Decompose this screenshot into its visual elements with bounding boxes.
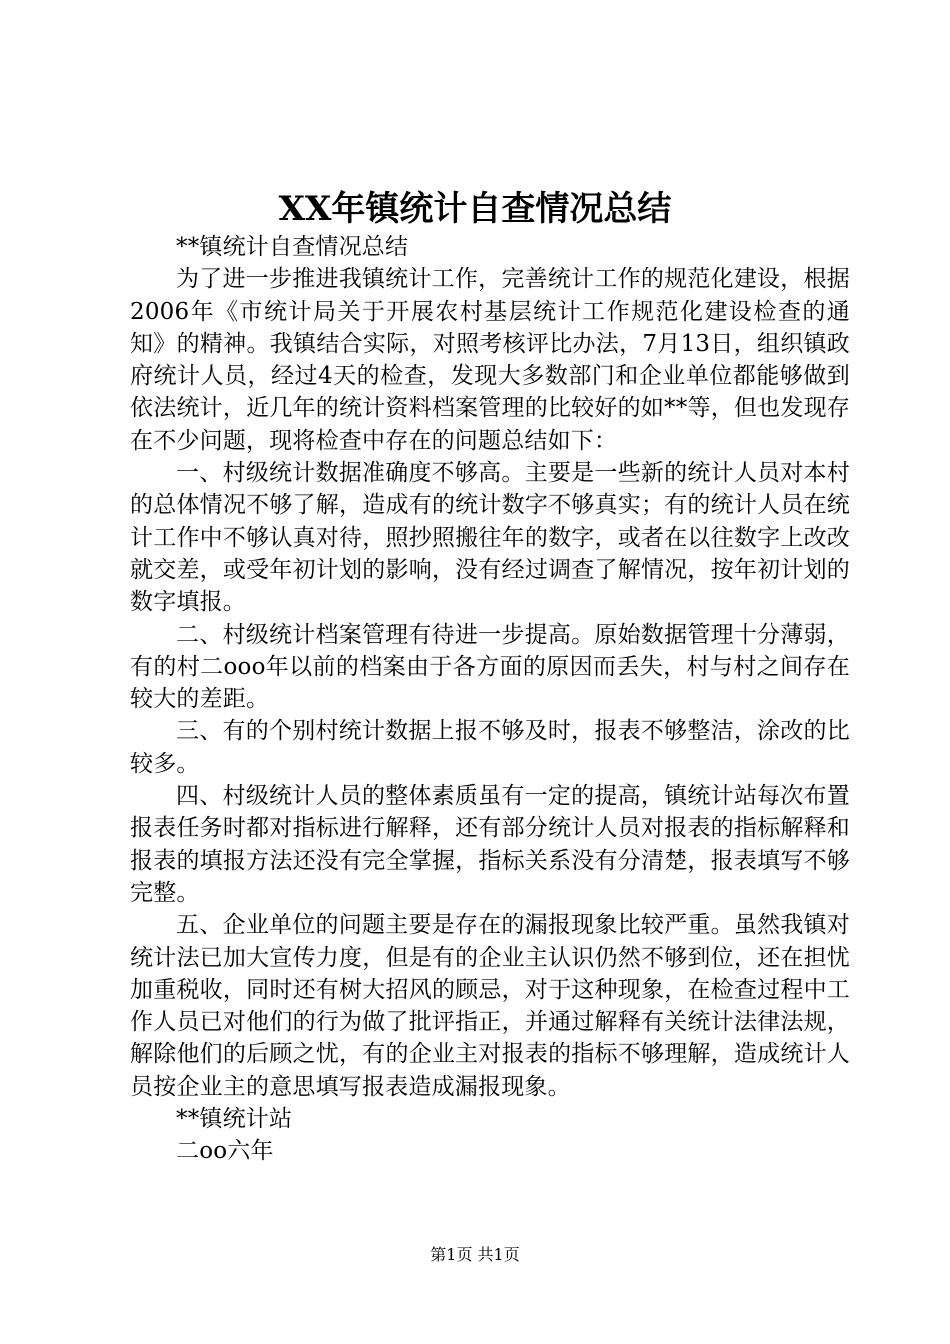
issue-4-paragraph: 四、村级统计人员的整体素质虽有一定的提高，镇统计站每次布置报表任务时都对指标进行解释，还有部分统计人员对报表的指标解释和报表的填报方法还没有完全掌握，指标关系没有分清楚，报表填写不够完整。 <box>130 783 850 906</box>
issue-5-paragraph: 五、企业单位的问题主要是存在的漏报现象比较严重。虽然我镇对统计法已加大宣传力度，但是有的企业主认识仍然不够到位，还在担忧加重税收，同时还有树大招风的顾忌，对于这种现象，在检查过程中工作人员已对他们的行为做了批评指正，并通过解释有关统计法律法规，解除他们的后顾之忧，有的企业主对报表的指标不够理解，造成统计人员按企业主的意思填写报表造成漏报现象。 <box>130 912 850 1100</box>
issue-2-paragraph: 二、村级统计档案管理有待进一步提高。原始数据管理十分薄弱，有的村二ooo年以前的档案由于各方面的原因而丢失，村与村之间存在较大的差距。 <box>130 621 850 713</box>
page-footer: 第1页 共1页 <box>430 1245 520 1264</box>
signature-org: **镇统计站 <box>176 1106 293 1133</box>
signature-date: 二oo六年 <box>176 1138 274 1165</box>
document-body <box>130 231 850 1168</box>
issue-3-paragraph: 三、有的个别村统计数据上报不够及时，报表不够整洁，涂改的比较多。 <box>130 718 850 777</box>
issue-1-paragraph: 一、村级统计数据准确度不够高。主要是一些新的统计人员对本村的总体情况不够了解，造成有的统计数字不够真实；有的统计人员在统计工作中不够认真对待，照抄照搬往年的数字，或者在以往数字上改改就交差，或受年初计划的影响，没有经过调查了解情况，按年初计划的数字填报。 <box>130 460 850 616</box>
page-title: XX年镇统计自查情况总结 <box>278 189 672 229</box>
subtitle-paragraph: **镇统计自查情况总结 <box>176 234 409 260</box>
intro-paragraph: 为了进一步推进我镇统计工作，完善统计工作的规范化建设，根据2006年《市统计局关于开展农村基层统计工作规范化建设检查的通知》的精神。我镇结合实际，对照考核评比办法，7月13日，组织镇政府统计人员，经过4天的检查，发现大多数部门和企业单位都能够做到依法统计，近几年的统计资料档案管理的比较好的如**等，但也发现存在不少问题，现将检查中存在的问题总结如下： <box>130 266 850 454</box>
